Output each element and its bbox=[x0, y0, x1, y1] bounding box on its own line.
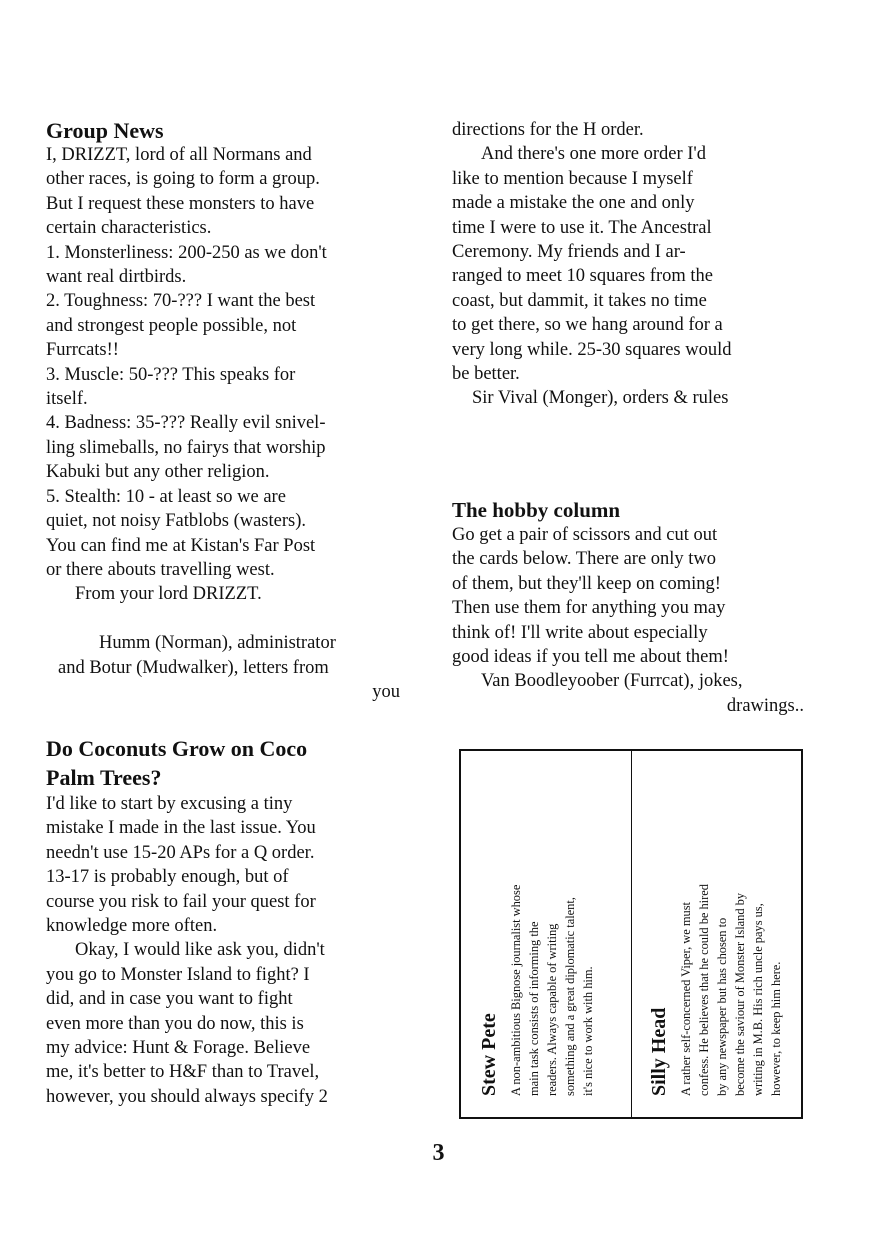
spacer-line bbox=[46, 607, 406, 631]
card-line: A rather self-concerned Viper, we must bbox=[679, 902, 694, 1096]
text-line: 2. Toughness: 70-??? I want the best bbox=[46, 291, 316, 312]
text-line: course you risk to fail your quest for bbox=[46, 891, 316, 912]
text-line: my advice: Hunt & Forage. Believe bbox=[46, 1038, 311, 1059]
text-line: knowledge more often. bbox=[46, 916, 218, 937]
text-line: be better. bbox=[452, 364, 520, 385]
group-news-signoff: From your lord DRIZZT. bbox=[75, 584, 262, 605]
text-line: Furrcats!! bbox=[46, 340, 119, 361]
text-line: You can find me at Kistan's Far Post bbox=[46, 535, 316, 556]
coconuts-heading-line1: Do Coconuts Grow on Coco bbox=[46, 736, 308, 761]
text-line: And there's one more order I'd bbox=[481, 144, 706, 165]
group-news-body bbox=[46, 143, 406, 704]
text-line: and strongest people possible, not bbox=[46, 315, 297, 336]
hobby-heading: The hobby column bbox=[452, 498, 621, 522]
text-line: Go get a pair of scissors and cut out bbox=[452, 525, 718, 545]
text-line: 13-17 is probably enough, but of bbox=[46, 867, 289, 888]
coconuts-section bbox=[46, 736, 406, 1109]
hobby-signoff: Van Boodleyoober (Furrcat), jokes, bbox=[481, 671, 743, 692]
text-line: I'd like to start by excusing a tiny bbox=[46, 794, 293, 814]
card-content bbox=[471, 764, 621, 1104]
text-line: Kabuki but any other religion. bbox=[46, 462, 270, 483]
text-line: 3. Muscle: 50-??? This speaks for bbox=[46, 364, 296, 385]
text-line: to get there, so we hang around for a bbox=[452, 315, 723, 336]
card-line: however, to keep him here. bbox=[769, 961, 784, 1096]
text-line: you go to Monster Island to fight? I bbox=[46, 964, 310, 985]
text-line: quiet, not noisy Fatblobs (wasters). bbox=[46, 511, 307, 532]
card-title: Silly Head bbox=[648, 1007, 671, 1096]
text-line: want real dirtbirds. bbox=[46, 267, 187, 288]
text-line: Then use them for anything you may bbox=[452, 598, 726, 619]
card-line: it's nice to work with him. bbox=[580, 966, 595, 1096]
text-line: I, DRIZZT, lord of all Normans and bbox=[46, 145, 312, 165]
card-description bbox=[677, 772, 785, 1096]
text-line: good ideas if you tell me about them! bbox=[452, 647, 729, 668]
text-line: 4. Badness: 35-??? Really evil snivel- bbox=[46, 413, 326, 434]
card-silly-head bbox=[631, 751, 802, 1117]
hobby-section bbox=[452, 498, 832, 718]
text-line: me, it's better to H&F than to Travel, bbox=[46, 1062, 320, 1083]
text-line: But I request these monsters to have bbox=[46, 193, 315, 214]
text-line: even more than you do now, this is bbox=[46, 1013, 304, 1034]
text-line: mistake I made in the last issue. You bbox=[46, 818, 316, 839]
text-line: directions for the H order. bbox=[452, 120, 644, 140]
card-line: readers. Always capable of writing bbox=[544, 923, 559, 1096]
directions-section bbox=[452, 118, 832, 411]
card-content bbox=[641, 764, 791, 1104]
text-line: itself. bbox=[46, 389, 88, 410]
text-line: needn't use 15-20 APs for a Q order. bbox=[46, 842, 315, 863]
cutout-cards bbox=[459, 749, 803, 1119]
card-line: confess. He believes that he could be hired bbox=[697, 884, 712, 1096]
credit-line-end: you bbox=[372, 681, 400, 702]
text-line: the cards below. There are only two bbox=[452, 549, 717, 570]
credit-line: and Botur (Mudwalker), letters from bbox=[58, 657, 329, 678]
directions-signoff: Sir Vival (Monger), orders & rules bbox=[472, 388, 729, 409]
text-line: coast, but dammit, it takes no time bbox=[452, 290, 707, 311]
text-line: Ceremony. My friends and I ar- bbox=[452, 242, 686, 263]
text-line: 5. Stealth: 10 - at least so we are bbox=[46, 486, 286, 507]
text-line: other races, is going to form a group. bbox=[46, 169, 320, 190]
credit-line: Humm (Norman), administrator bbox=[99, 633, 336, 654]
text-line: however, you should always specify 2 bbox=[46, 1086, 328, 1107]
card-line: by any newspaper but has chosen to bbox=[715, 917, 730, 1096]
text-line: ling slimeballs, no fairys that worship bbox=[46, 437, 326, 458]
text-line: certain characteristics. bbox=[46, 218, 212, 239]
text-line: made a mistake the one and only bbox=[452, 193, 695, 214]
text-line: 1. Monsterliness: 200-250 as we don't bbox=[46, 242, 327, 263]
card-line: main task consists of informing the bbox=[526, 921, 541, 1096]
card-line: writing in M.B. His rich uncle pays us, bbox=[751, 903, 766, 1096]
card-line: become the saviour of Monster Island by bbox=[733, 892, 748, 1096]
text-line: time I were to use it. The Ancestral bbox=[452, 217, 712, 238]
text-line: ranged to meet 10 squares from the bbox=[452, 266, 713, 287]
text-line: like to mention because I myself bbox=[452, 168, 693, 189]
text-line: of them, but they'll keep on coming! bbox=[452, 573, 721, 594]
group-news-section bbox=[46, 118, 406, 704]
page-number: 3 bbox=[432, 1140, 445, 1166]
card-line: A non-ambitious Bignose journalist whose bbox=[508, 884, 523, 1096]
group-news-heading: Group News bbox=[46, 118, 164, 143]
text-line: Okay, I would like ask you, didn't bbox=[75, 940, 325, 961]
coconuts-body bbox=[46, 792, 406, 1109]
hobby-signoff-end: drawings.. bbox=[726, 695, 804, 716]
text-line: very long while. 25-30 squares would bbox=[452, 339, 732, 360]
card-description bbox=[507, 772, 597, 1096]
text-line: or there abouts travelling west. bbox=[46, 559, 275, 580]
card-stew-pete bbox=[461, 751, 631, 1117]
card-line: something and a great diplomatic talent, bbox=[562, 897, 577, 1096]
text-line: did, and in case you want to fight bbox=[46, 989, 293, 1010]
card-title: Stew Pete bbox=[477, 1013, 500, 1096]
text-line: think of! I'll write about especially bbox=[452, 622, 708, 643]
coconuts-heading-line2: Palm Trees? bbox=[46, 765, 162, 790]
